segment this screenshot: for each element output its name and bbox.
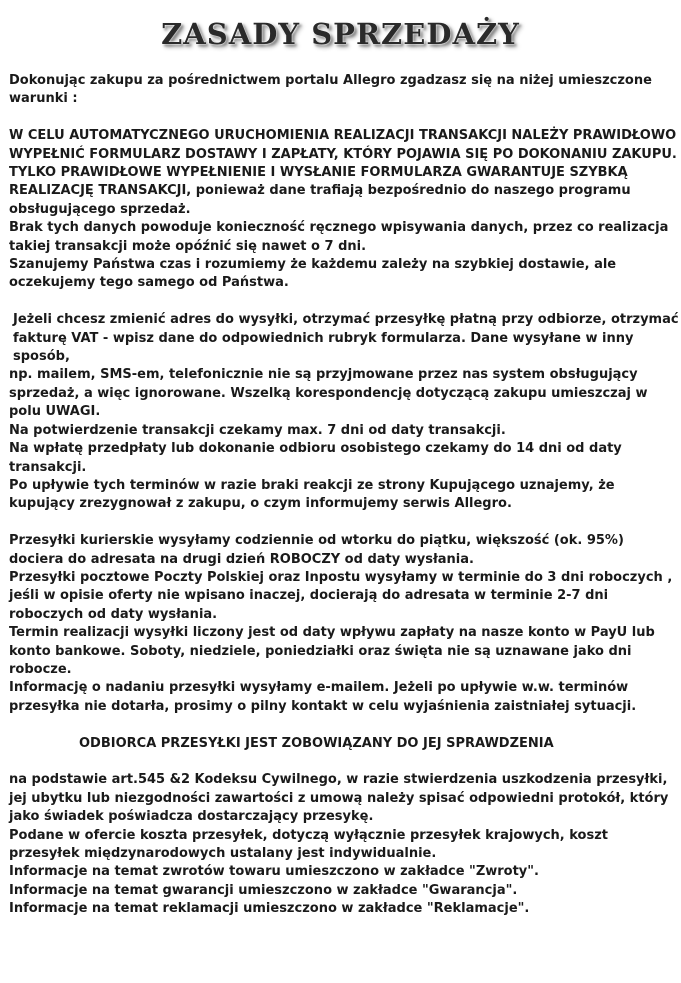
section2-paragraph-4: Na wpłatę przedpłaty lub dokonanie odbioru osobistego czekamy do 14 dni od daty transakcji.: [9, 441, 622, 475]
section4-paragraph-1: na podstawie art.545 &2 Kodeksu Cywilnego, w razie stwierdzenia uszkodzenia przesyłki, jej ubytku lub niezgodności zawartości z umową należy spisać odpowiedni protokół, który jako świadek poświadcza dostarczający przesykę.: [9, 772, 669, 825]
section2-paragraph-5: Po upływie tych terminów w razie braki reakcji ze strony Kupującego uznajemy, że kupujący zrezygnował z zakupu, o czym informujemy serwis Allegro.: [9, 477, 615, 512]
complaints-info: Informacje na temat reklamacji umieszczono w zakładce "Reklamacje".: [9, 901, 530, 917]
section2-paragraph-1: Jeżeli chcesz zmienić adres do wysyłki, otrzymać przesyłkę płatną przy odbiorze, otrzymać fakturę VAT - wpisz dane do odpowiednich rubryk formularza. Dane wysyłane w inny sposób,: [13, 312, 679, 365]
section2-paragraph-3: Na potwierdzenie transakcji czekamy max. 7 dni od daty transakcji.: [9, 422, 506, 438]
returns-info: Informacje na temat zwrotów towaru umieszczono w zakładce "Zwroty".: [9, 864, 539, 880]
section1-paragraph-3: Szanujemy Państwa czas i rozumiemy że każdemu zależy na szybkiej dostawie, ale oczekujemy tego samego od Państwa.: [9, 257, 617, 291]
inspection-heading: ODBIORCA PRZESYŁKI JEST ZOBOWIĄZANY DO JEJ SPRAWDZENIA: [79, 735, 554, 751]
section3-paragraph-4: Informację o nadaniu przesyłki wysyłamy e-mailem. Jeżeli po upływie w.w. terminów przesyłka nie dotarła, prosimy o pilny kontakt w celu wyjaśnienia zaistniałej sytuacji.: [9, 680, 637, 714]
section4-paragraph-2: Podane w ofercie koszta przesyłek, dotyczą wyłącznie przesyłek krajowych, koszt przesyłek międzynarodowych ustalany jest indywidualnie.: [9, 827, 608, 861]
section3-paragraph-3: Termin realizacji wysyłki liczony jest od daty wpływu zapłaty na nasze konto w PayU lub konto bankowe. Soboty, niedziele, poniedziałki oraz święta nie są uznawane jako dni robocze.: [9, 625, 655, 677]
section3-paragraph-2: Przesyłki pocztowe Poczty Polskiej oraz Inpostu wysyłamy w terminie do 3 dni roboczych , jeśli w opisie oferty nie wpisano inaczej, docierają do adresata w terminie 2-7 dni roboczych od daty wysłania.: [9, 569, 673, 622]
section1-paragraph-2: Brak tych danych powoduje konieczność ręcznego wpisywania danych, przez co realizacja takiej transakcji może opóźnić się nawet o 7 dni.: [9, 220, 669, 254]
warranty-info: Informacje na temat gwarancji umieszczono w zakładce "Gwarancja".: [9, 882, 518, 898]
page-title: ZASADY SPRZEDAŻY: [161, 17, 520, 51]
intro-paragraph: Dokonując zakupu za pośrednictwem portalu Allegro zgadzasz się na niżej umieszczone warunki :: [9, 73, 652, 107]
section3-paragraph-1: Przesyłki kurierskie wysyłamy codziennie od wtorku do piątku, większość (ok. 95%) dociera do adresata na drugi dzień ROBOCZY od daty wysłania.: [9, 533, 624, 567]
terms-content: [9, 72, 679, 919]
section1-paragraph-1: W CELU AUTOMATYCZNEGO URUCHOMIENIA REALIZACJI TRANSAKCJI NALEŻY PRAWIDŁOWO WYPEŁNIĆ FORMULARZ DOSTAWY I ZAPŁATY, KTÓRY POJAWIA SIĘ PO DOKONANIU ZAKUPU. TYLKO PRAWIDŁOWE WYPEŁNIENIE I WYSŁANIE FORMULARZA GWARANTUJE SZYBKĄ REALIZACJĘ TRANSAKCJI, ponieważ dane trafiają bezpośrednio do naszego programu obsługującego sprzedaż.: [9, 128, 677, 217]
section2-paragraph-2: np. mailem, SMS-em, telefonicznie nie są przyjmowane przez nas system obsługujący sprzedaż, a więc ignorowane. Wszelką korespondencję dotyczącą zakupu umieszczaj w polu UWAGI.: [9, 367, 648, 420]
